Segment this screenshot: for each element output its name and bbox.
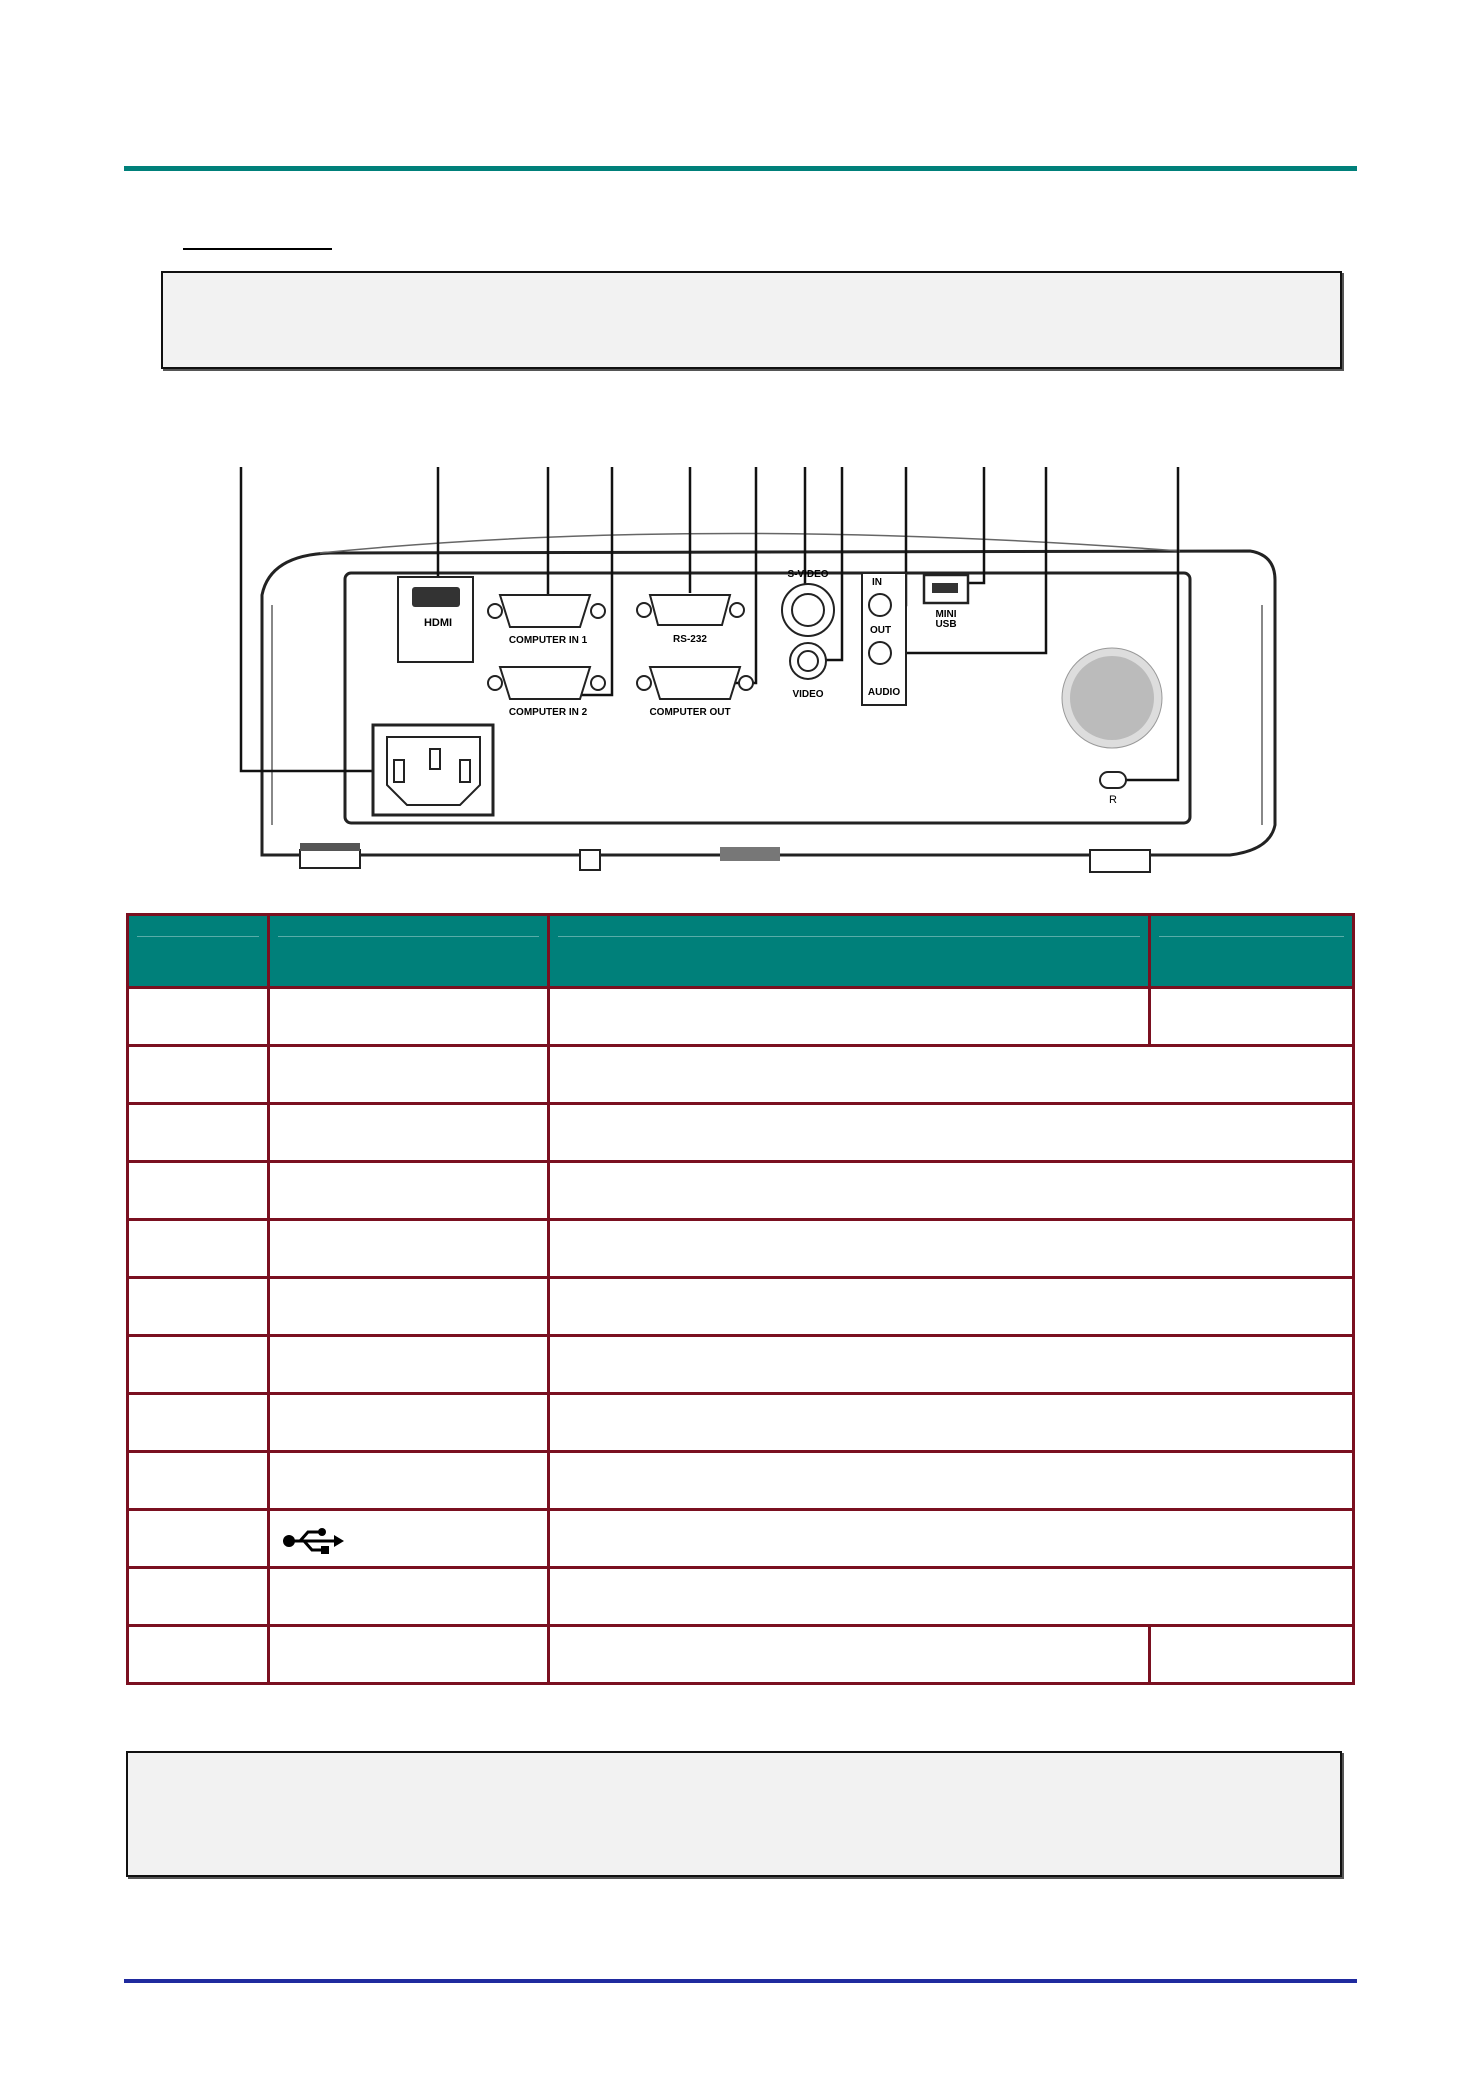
- usb-label: USB: [935, 619, 957, 630]
- table-row: [128, 1568, 1354, 1626]
- table-row: [128, 1162, 1354, 1220]
- table-row: [128, 1510, 1354, 1568]
- header-cell: [1150, 915, 1354, 988]
- table-row: [128, 1220, 1354, 1278]
- table-row: [128, 1278, 1354, 1336]
- note-box-bottom: [126, 1751, 1342, 1877]
- audio-out-label: OUT: [870, 625, 892, 636]
- video-label: VIDEO: [792, 689, 824, 700]
- rs232-label: RS-232: [673, 634, 707, 645]
- kensington-label: R: [1109, 794, 1117, 806]
- table-row: [128, 1104, 1354, 1162]
- computer-in-1-label: COMPUTER IN 1: [508, 635, 588, 646]
- mini-label: MINI: [935, 609, 957, 620]
- header-cell: [549, 915, 1150, 988]
- bottom-rule: [124, 1979, 1357, 1983]
- usb-icon: [282, 1527, 346, 1555]
- header-cell: [128, 915, 269, 988]
- connection-table: [126, 913, 1355, 1685]
- header-cell: [269, 915, 549, 988]
- table-row: [128, 1394, 1354, 1452]
- table-row: [128, 1452, 1354, 1510]
- projector-rear-panel-figure: [0, 455, 1473, 900]
- table-row: [128, 1626, 1354, 1684]
- s-video-label: S-VIDEO: [787, 569, 829, 580]
- table-row: [128, 988, 1354, 1046]
- top-rule: [124, 166, 1357, 171]
- audio-in-label: IN: [872, 577, 882, 588]
- section-heading-underline: [183, 248, 332, 250]
- table-header-row: [128, 915, 1354, 988]
- computer-out-label: COMPUTER OUT: [649, 707, 731, 718]
- table-row: [128, 1046, 1354, 1104]
- hdmi-label: HDMI: [423, 617, 453, 629]
- computer-in-2-label: COMPUTER IN 2: [508, 707, 588, 718]
- note-box-top: [161, 271, 1342, 369]
- audio-label: AUDIO: [867, 687, 901, 698]
- table-row: [128, 1336, 1354, 1394]
